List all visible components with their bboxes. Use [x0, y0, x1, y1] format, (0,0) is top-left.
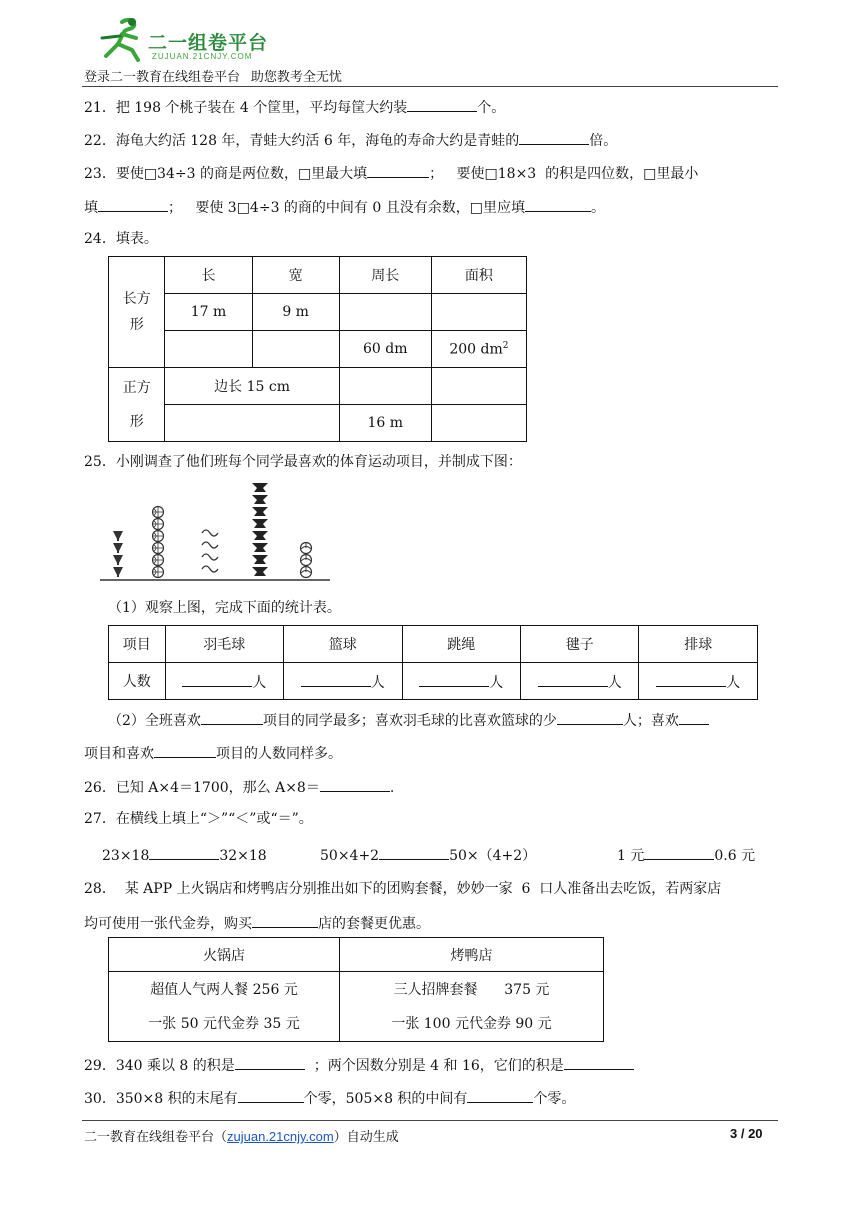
table-cell: 9 m	[252, 294, 339, 331]
rect-label: 长方 形	[109, 257, 165, 368]
logo-text: 二一组卷平台	[148, 33, 269, 54]
square-label: 正方 形	[109, 368, 165, 442]
pictograph-column-5	[301, 543, 312, 578]
basketball-icon	[153, 531, 164, 542]
table-cell-empty[interactable]	[431, 294, 526, 331]
answer-blank[interactable]	[149, 844, 219, 860]
table-cell: 200 $dm^2$	[431, 331, 526, 368]
header-cell: 羽毛球	[165, 626, 283, 663]
answer-blank[interactable]	[367, 162, 429, 178]
hotpot-deal: 超值人气两人餐 256 元 一张 50 元代金券 35 元	[109, 972, 340, 1042]
question-23: 23．要使□34÷3 的商是两位数，□里最大填 ； 要使□18×3 的积是四位数，□里最小	[84, 162, 698, 184]
logo-subtext: ZUJUAN.21CNJY.COM	[152, 52, 253, 61]
header-cell: 周长	[339, 257, 431, 294]
pictograph-column-1	[113, 531, 123, 577]
pictograph-column-3	[202, 530, 218, 572]
question-29: 29．340 乘以 8 的积是 ；两个因数分别是 4 和 16，它们的积是	[84, 1054, 634, 1076]
jianzi-icon	[252, 531, 268, 540]
header-cell: 篮球	[284, 626, 402, 663]
header-cell: 排球	[639, 626, 758, 663]
count-cell: 人	[402, 663, 520, 700]
header-cell: 长	[165, 257, 252, 294]
table-cell-empty[interactable]	[431, 368, 526, 405]
header-cell: 面积	[431, 257, 526, 294]
shuttlecock-icon	[113, 567, 123, 577]
question-30: 30．350×8 积的末尾有 个零，505×8 积的中间有 个零。	[84, 1087, 575, 1109]
question-28: 28． 某 APP 上火锅店和烤鸭店分别推出如下的团购套餐，妙妙一家 6 口人准备出去吃饭，若两家店	[84, 881, 722, 897]
hotpot-header: 火锅店	[109, 938, 340, 972]
jianzi-icon	[252, 555, 268, 564]
table-25	[108, 625, 758, 700]
footer-link[interactable]: zujuan.21cnjy.com	[227, 1129, 334, 1144]
table-cell-empty[interactable]	[431, 405, 526, 442]
shuttlecock-icon	[113, 531, 123, 541]
runner-logo-icon	[92, 16, 152, 62]
volleyball-icon	[301, 555, 312, 566]
header-tagline: 登录二一教育在线组卷平台 助您教考全无忧	[84, 69, 342, 84]
answer-blank[interactable]	[182, 671, 252, 687]
compare-2: 50×4+2 50×（4+2）	[320, 844, 536, 866]
table-cell-empty[interactable]	[252, 331, 339, 368]
answer-blank[interactable]	[238, 1087, 304, 1103]
answer-blank[interactable]	[525, 196, 591, 212]
answer-blank[interactable]	[467, 1087, 533, 1103]
jianzi-icon	[252, 519, 268, 528]
question-24: 24．填表。	[84, 231, 158, 247]
footer-source: 二一教育在线组卷平台（zujuan.21cnjy.com）自动生成	[84, 1129, 399, 1144]
table-28	[108, 937, 604, 1042]
answer-blank[interactable]	[320, 776, 390, 792]
count-cell: 人	[284, 663, 402, 700]
question-25: 25．小刚调查了他们班每个同学最喜欢的体育运动项目，并制成下图：	[84, 454, 522, 470]
question-25-sub2: （2）全班喜欢 项目的同学最多；喜欢羽毛球的比喜欢篮球的少 人；喜欢	[108, 709, 709, 731]
answer-blank[interactable]	[644, 844, 714, 860]
table-cell: 60 dm	[339, 331, 431, 368]
table-cell-empty[interactable]	[165, 405, 339, 442]
jump-rope-icon	[202, 542, 218, 548]
volleyball-icon	[301, 567, 312, 578]
header-cell: 跳绳	[402, 626, 520, 663]
volleyball-icon	[301, 543, 312, 554]
question-26: 26．已知 A×4＝1700，那么 A×8＝ .	[84, 776, 394, 798]
table-cell-empty[interactable]	[165, 331, 252, 368]
count-cell: 人	[639, 663, 758, 700]
table-cell: 16 m	[339, 405, 431, 442]
basketball-icon	[153, 507, 164, 518]
shuttlecock-icon	[113, 543, 123, 553]
jump-rope-icon	[202, 530, 218, 536]
duck-deal: 三人招牌套餐 375 元 一张 100 元代金券 90 元	[340, 972, 604, 1042]
jianzi-icon	[252, 495, 268, 504]
compare-1: 23×18 32×18	[102, 844, 267, 866]
pictograph-column-2	[153, 507, 164, 578]
answer-blank[interactable]	[656, 671, 726, 687]
answer-blank[interactable]	[379, 844, 449, 860]
compare-3: 1 元 0.6 元	[617, 844, 755, 866]
answer-blank[interactable]	[235, 1054, 305, 1070]
header-cell: 项目	[109, 626, 166, 663]
answer-blank[interactable]	[419, 671, 489, 687]
count-cell: 人	[521, 663, 639, 700]
question-21: 21．把 198 个桃子装在 4 个筐里，平均每筐大约装 个。	[84, 96, 505, 118]
answer-blank[interactable]	[301, 671, 371, 687]
basketball-icon	[153, 567, 164, 578]
answer-blank[interactable]	[557, 709, 623, 725]
pictograph	[98, 478, 338, 586]
row-label: 人数	[109, 663, 166, 700]
answer-blank[interactable]	[519, 129, 589, 145]
answer-blank[interactable]	[201, 709, 263, 725]
duck-header: 烤鸭店	[340, 938, 604, 972]
table-cell: 边长 15 cm	[165, 368, 339, 405]
basketball-icon	[153, 519, 164, 530]
basketball-icon	[153, 555, 164, 566]
answer-blank[interactable]	[154, 742, 216, 758]
question-27: 27．在横线上填上“＞”“＜”或“＝”。	[84, 811, 313, 827]
table-cell-empty[interactable]	[339, 294, 431, 331]
page-number: 3 / 20	[730, 1126, 763, 1141]
question-22: 22．海龟大约活 128 年，青蛙大约活 6 年，海龟的寿命大约是青蛙的 倍。	[84, 129, 617, 151]
count-cell: 人	[165, 663, 283, 700]
header-cell: 宽	[252, 257, 339, 294]
answer-blank[interactable]	[538, 671, 608, 687]
table-cell-empty[interactable]	[339, 368, 431, 405]
jianzi-icon	[252, 567, 268, 576]
header-cell: 毽子	[521, 626, 639, 663]
question-25-sub1: （1）观察上图，完成下面的统计表。	[108, 600, 341, 616]
table-cell: 17 m	[165, 294, 252, 331]
basketball-icon	[153, 543, 164, 554]
question-25-sub2-cont: 项目和喜欢 项目的人数同样多。	[84, 742, 342, 764]
shuttlecock-icon	[113, 555, 123, 565]
question-23-cont: 填 ； 要使 3□4÷3 的商的中间有 0 且没有余数，□里应填 。	[84, 196, 605, 218]
jump-rope-icon	[202, 566, 218, 572]
answer-blank[interactable]	[679, 709, 709, 725]
answer-blank[interactable]	[252, 912, 318, 928]
footer-divider	[82, 1120, 778, 1121]
logo	[92, 16, 282, 64]
header-divider	[82, 86, 778, 87]
jump-rope-icon	[202, 554, 218, 560]
jianzi-icon	[252, 543, 268, 552]
jianzi-icon	[252, 507, 268, 516]
answer-blank[interactable]	[98, 196, 168, 212]
jianzi-icon	[252, 483, 268, 492]
table-24	[108, 256, 527, 442]
answer-blank[interactable]	[564, 1054, 634, 1070]
question-28-cont: 均可使用一张代金券，购买 店的套餐更优惠。	[84, 912, 430, 934]
pictograph-column-4	[252, 483, 268, 576]
answer-blank[interactable]	[407, 96, 477, 112]
